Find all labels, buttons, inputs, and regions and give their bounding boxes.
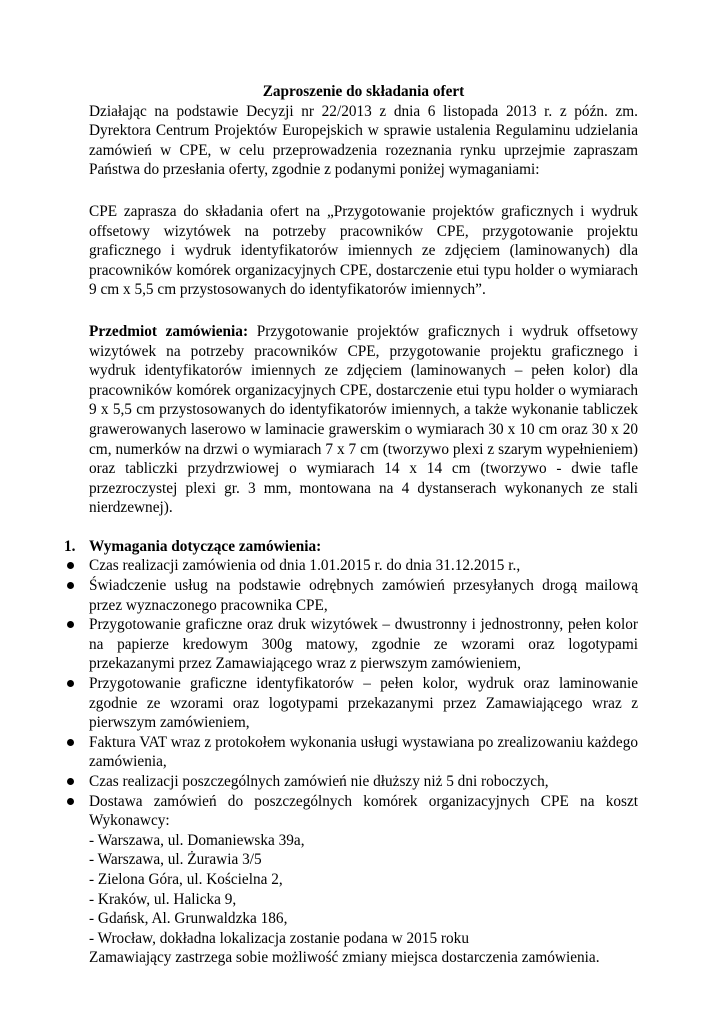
list-item: Dostawa zamówień do poszczególnych komórek organizacyjnych CPE na koszt Wykonawcy: - Warszawa, ul. Domaniewska 39a, - Warszawa, ul. Żurawia 3/5 - Zielona Góra, ul. Kościelna 2, - Kraków, ul. Halicka 9, - Gdańsk, Al. Grunwaldzka 186, - Wrocław, dokładna lokalizacja zostanie podana w 2015 roku Zamawiający zastrzega sobie możliwość zmiany miejsca dostarczenia zamówienia.	[89, 792, 638, 968]
address-line: - Gdańsk, Al. Grunwaldzka 186,	[89, 910, 288, 928]
address-line: - Zielona Góra, ul. Kościelna 2,	[89, 870, 283, 888]
list-item: Faktura VAT wraz z protokołem wykonania usługi wystawiana po zrealizowaniu każdego zamówienia,	[89, 733, 638, 772]
subject-paragraph	[89, 322, 638, 518]
document-title: Zaproszenie do składania ofert	[262, 83, 465, 100]
bullet-icon	[67, 798, 74, 805]
list-item: Przygotowanie graficzne identyfikatorów – pełen kolor, wydruk oraz laminowanie zgodnie ze wzorami oraz logotypami przekazanymi przez Zamawiającego wraz z pierwszym zamówieniem,	[89, 674, 638, 733]
bullet-icon	[67, 621, 74, 628]
subject-label: Przedmiot zamówienia:	[89, 322, 249, 340]
section-number: 1.	[64, 537, 76, 555]
section-heading-text: Wymagania dotyczące zamówienia:	[89, 537, 322, 555]
section-heading	[64, 537, 638, 557]
list-item: Czas realizacji zamówienia od dnia 1.01.2015 r. do dnia 31.12.2015 r.,	[89, 556, 638, 576]
invitation-paragraph: CPE zaprasza do składania ofert na „Przygotowanie projektów graficznych i wydruk offsetowy wizytówek na potrzeby pracowników CPE, przygotowanie projektu graficznego i wydruk identyfikatorów imiennych ze zdjęciem (laminowanych) dla pracowników komórek organizacyjnych CPE, dostarczenie etui typu holder o wymiarach 9 cm x 5,5 cm przystosowanych do identyfikatorów imiennych”.	[89, 202, 638, 299]
bullet-icon	[67, 680, 74, 687]
bullet-icon	[67, 582, 74, 589]
subject-text: Przygotowanie projektów graficznych i wydruk offsetowy wizytówek na potrzeby pracowników CPE, przygotowanie projektu graficznego i wydruk identyfikatorów imiennych ze zdjęciem (laminowanych – pełen kolor) dla pracowników komórek organizacyjnych CPE, dostarczenie etui typu holder o wymiarach 9 x 5,5 cm przystosowanych do identyfikatorów imiennych, a także wykonanie tabliczek grawerowanych laserowo w laminacie grawerskim o wymiarach 30 x 10 cm oraz 30 x 20 cm, numerków na drzwi o wymiarach 7 x 7 cm (tworzywo plexi z szarym wypełnieniem) oraz tabliczki przydrzwiowej o wymiarach 14 x 14 cm (tworzywo - dwie tafle przezroczystej plexi gr. 3 mm, montowana na 4 dystanserach wykonanych ze stali nierdzewnej).	[89, 322, 638, 517]
address-line: - Warszawa, ul. Domaniewska 39a,	[89, 831, 305, 849]
bullet-icon	[67, 562, 74, 569]
requirements-list	[89, 556, 638, 967]
address-line: - Warszawa, ul. Żurawia 3/5	[89, 851, 262, 869]
list-item: Świadczenie usług na podstawie odrębnych zamówień przesyłanych drogą mailową przez wyznaczonego pracownika CPE,	[89, 576, 638, 615]
paragraph-gap	[89, 180, 638, 202]
bullet-icon	[67, 739, 74, 746]
intro-paragraph: Działając na podstawie Decyzji nr 22/2013 z dnia 6 listopada 2013 r. z późn. zm. Dyrektora Centrum Projektów Europejskich w sprawie ustalenia Regulaminu udzielania zamówień w CPE, w celu przeprowadzenia rozeznania rynku uprzejmie zapraszam Państwa do przesłania oferty, zgodnie z podanymi poniżej wymaganiami:	[89, 102, 638, 179]
requirements-section	[64, 537, 638, 968]
list-item: Przygotowanie graficzne oraz druk wizytówek – dwustronny i jednostronny, pełen kolor na papierze kredowym 300g matowy, zgodnie ze wzorami oraz logotypami przekazanymi przez Zamawiającego wraz z pierwszym zamówieniem,	[89, 615, 638, 674]
list-item: Czas realizacji poszczególnych zamówień nie dłuższy niż 5 dni roboczych,	[89, 772, 638, 792]
document-body	[64, 82, 638, 968]
bullet-icon	[67, 778, 74, 785]
paragraph-gap	[89, 300, 638, 322]
closing-note: Zamawiający zastrzega sobie możliwość zmiany miejsca dostarczenia zamówienia.	[89, 949, 600, 967]
address-line: - Wrocław, dokładna lokalizacja zostanie podana w 2015 roku	[89, 929, 469, 947]
address-line: - Kraków, ul. Halicka 9,	[89, 890, 237, 908]
